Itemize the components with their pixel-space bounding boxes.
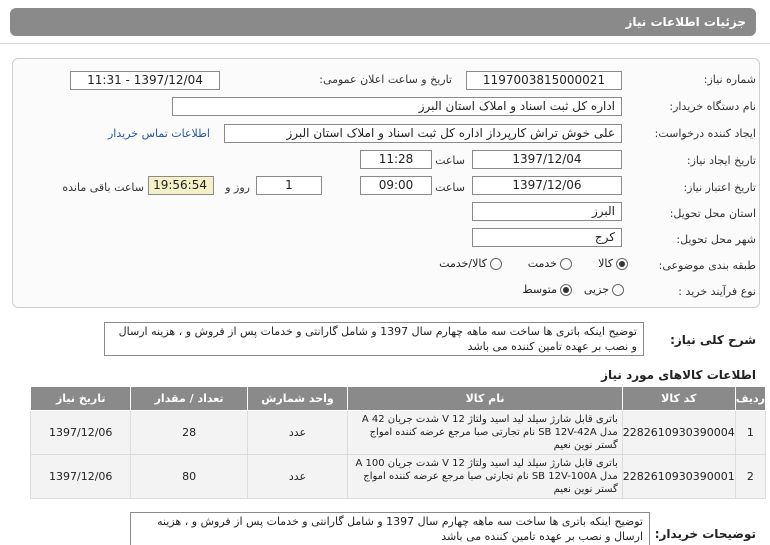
remaining-time-field: 19:56:54: [148, 176, 214, 195]
process-option-medium-label: متوسط: [522, 283, 557, 296]
province-label: استان محل تحویل:: [669, 207, 756, 220]
column-header: کد کالا: [622, 387, 735, 411]
remaining-days-field[interactable]: 1: [256, 176, 322, 195]
process-option-minor-label: جزیی: [583, 283, 609, 296]
validity-date-label: تاریخ اعتبار نیاز:: [683, 181, 756, 194]
item-name: باتری قابل شارژ سیلد لید اسید ولتاژ 12 V شدت جریان 100 A مدل SB 12V-100A نام تجارتی صبا مرجع عرضه کننده امواج گستر نوین نعیم: [348, 455, 623, 499]
validity-date-field[interactable]: 1397/12/06: [472, 176, 622, 195]
announce-datetime-label: تاریخ و ساعت اعلان عمومی:: [319, 73, 452, 86]
category-option-service[interactable]: [528, 257, 572, 270]
created-date-field[interactable]: 1397/12/04: [472, 150, 622, 169]
city-label: شهر محل تحویل:: [676, 233, 756, 246]
item-code: 2282610930390004: [622, 411, 735, 455]
validity-time-field[interactable]: 09:00: [360, 176, 432, 195]
item-need-date: 1397/12/06: [31, 411, 131, 455]
requester-label: ایجاد کننده درخواست:: [654, 127, 756, 140]
item-name: باتری قابل شارژ سیلد لید اسید ولتاژ 12 V شدت جریان 42 A مدل SB 12V-42A نام تجارتی صبا مرجع عرضه کننده امواج گستر نوین نعیم: [348, 411, 623, 455]
category-option-goods-service[interactable]: [439, 257, 502, 270]
category-option-goods-service-label: کالا/خدمت: [439, 257, 487, 270]
need-number-field[interactable]: 1197003815000021: [466, 71, 622, 90]
item-need-date: 1397/12/06: [31, 455, 131, 499]
need-number-label: شماره نیاز:: [703, 73, 756, 86]
radio-selected-icon: [616, 258, 628, 270]
items-table-header: [31, 387, 766, 411]
column-header: تاریخ نیاز: [31, 387, 131, 411]
buyer-notes-text: توضیح اینکه باتری ها ساخت سه ماهه چهارم سال 1397 و شامل گارانتی و خدمات پس از فروش و ، هزینه ارسال و نصب بر عهده تامین کننده می باشد: [130, 512, 650, 545]
category-option-goods-label: کالا: [598, 257, 613, 270]
buyer-contact-link[interactable]: اطلاعات تماس خریدار: [108, 127, 210, 140]
announce-datetime-field[interactable]: 1397/12/04 - 11:31: [70, 71, 220, 90]
validity-time-label: ساعت: [435, 181, 465, 194]
created-time-label: ساعت: [435, 154, 465, 167]
requester-field[interactable]: علی خوش تراش کارپرداز اداره کل ثبت اسناد و املاک استان البرز: [224, 124, 622, 143]
item-quantity: 80: [131, 455, 247, 499]
remaining-time-label: ساعت باقی مانده: [62, 181, 144, 194]
row-number: 2: [735, 455, 765, 499]
created-time-field[interactable]: 11:28: [360, 150, 432, 169]
item-unit: عدد: [247, 455, 348, 499]
category-option-goods[interactable]: [598, 257, 628, 270]
days-label: روز و: [225, 181, 250, 194]
process-option-medium[interactable]: [522, 283, 572, 296]
page-header: [0, 0, 770, 44]
buyer-notes-label: توضیحات خریدار:: [654, 527, 756, 541]
column-header: ردیف: [735, 387, 765, 411]
description-text: توضیح اینکه باتری ها ساخت سه ماهه چهارم سال 1397 و شامل گارانتی و خدمات پس از فروش و ، هزینه ارسال و نصب بر عهده تامین کننده می باشد: [104, 322, 644, 356]
buyer-org-field[interactable]: اداره کل ثبت اسناد و املاک استان البرز: [172, 97, 622, 116]
buyer-org-label: نام دستگاه خریدار:: [669, 100, 756, 113]
category-option-service-label: خدمت: [527, 257, 557, 270]
table-row[interactable]: [31, 411, 766, 455]
city-field[interactable]: کرج: [472, 228, 622, 247]
province-field[interactable]: البرز: [472, 202, 622, 221]
page-title: جزئیات اطلاعات نیاز: [10, 8, 756, 36]
items-table: [30, 386, 766, 499]
column-header: واحد شمارش: [247, 387, 348, 411]
process-label: نوع فرآیند خرید :: [678, 285, 756, 298]
radio-icon: [490, 258, 502, 270]
process-option-minor[interactable]: [584, 283, 624, 296]
row-number: 1: [735, 411, 765, 455]
radio-icon: [560, 258, 572, 270]
radio-selected-icon: [560, 284, 572, 296]
description-label: شرح کلی نیاز:: [670, 333, 756, 347]
radio-icon: [612, 284, 624, 296]
created-date-label: تاریخ ایجاد نیاز:: [686, 154, 756, 167]
category-label: طبقه بندی موضوعی:: [658, 259, 756, 272]
column-header: نام کالا: [348, 387, 623, 411]
item-code: 2282610930390001: [622, 455, 735, 499]
column-header: تعداد / مقدار: [131, 387, 247, 411]
item-unit: عدد: [247, 411, 348, 455]
items-section-title: اطلاعات کالاهای مورد نیاز: [601, 368, 756, 382]
item-quantity: 28: [131, 411, 247, 455]
table-row[interactable]: [31, 455, 766, 499]
